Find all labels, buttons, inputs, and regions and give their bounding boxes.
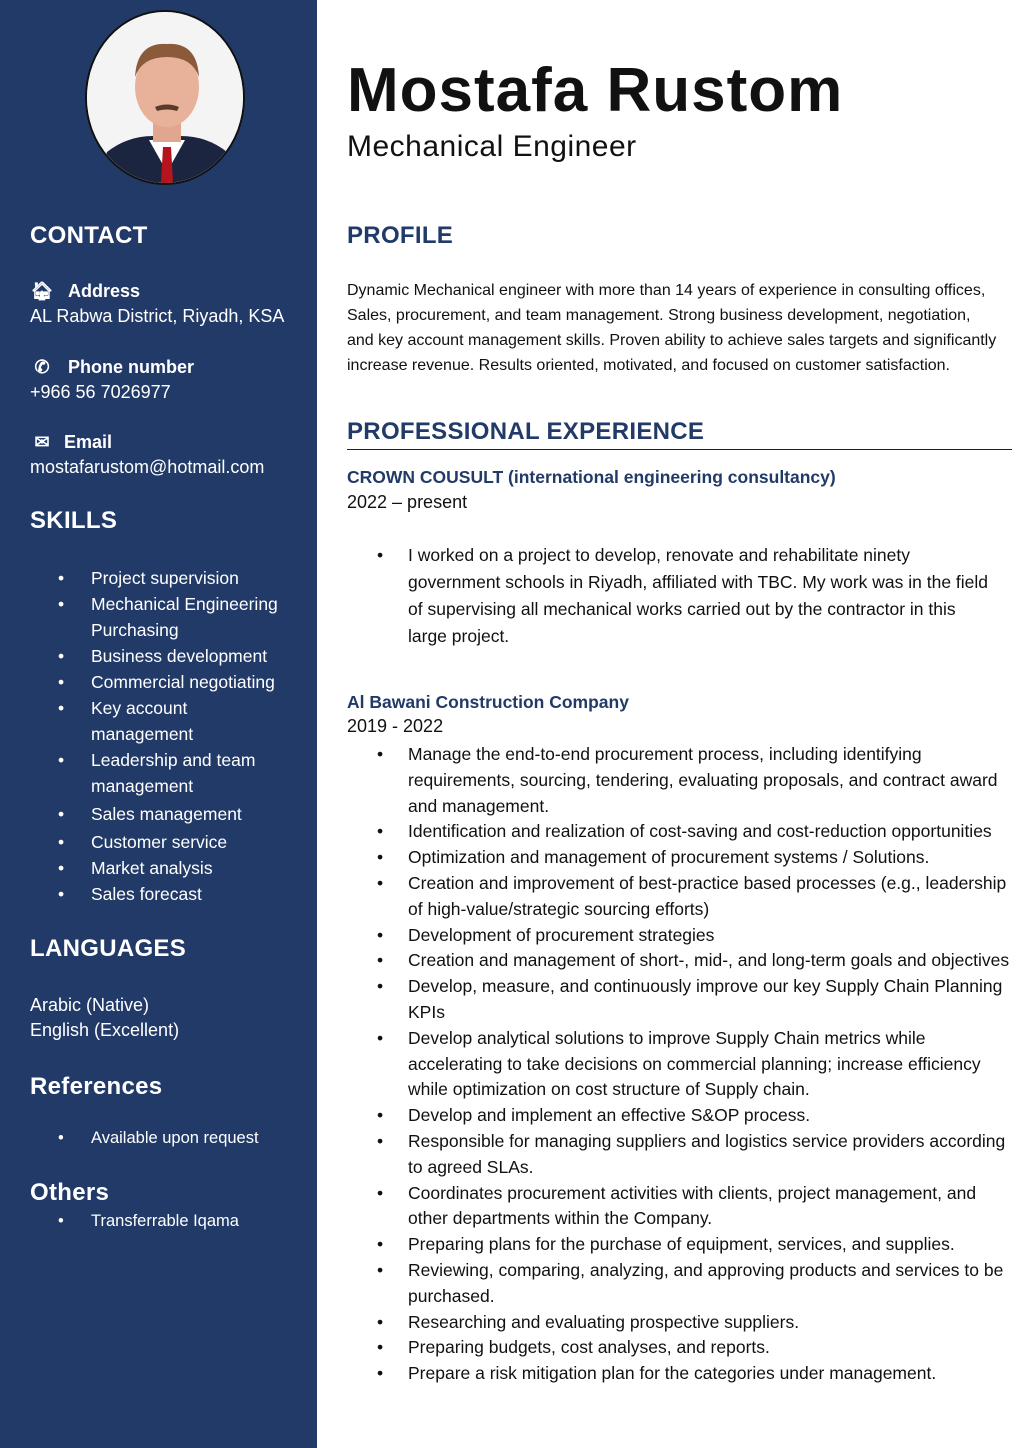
reference-item: • Available upon request <box>56 1125 311 1151</box>
skill-item: • Commercial negotiating <box>56 669 311 695</box>
references-heading: References <box>30 1073 163 1100</box>
languages-list <box>30 993 179 1043</box>
job-company: CROWN COUSULT (international engineering consultancy) <box>347 467 836 487</box>
job-bullet: • Develop, measure, and continuously improve our key Supply Chain Planning KPIs <box>347 974 1012 1026</box>
contact-address <box>30 279 284 329</box>
job-bullet: • Creation and management of short-, mid-, and long-term goals and objectives <box>347 948 1012 974</box>
skill-item: • Customer service <box>56 829 311 855</box>
job-bullet: • Researching and evaluating prospective suppliers. <box>347 1310 1012 1336</box>
profile-heading: PROFILE <box>347 222 454 249</box>
job-bullets <box>347 542 1012 650</box>
experience-heading: PROFESSIONAL EXPERIENCE <box>347 418 705 445</box>
job-bullet: • Development of procurement strategies <box>347 923 1012 949</box>
job-bullet: • Prepare a risk mitigation plan for the categories under management. <box>347 1361 1012 1387</box>
job-bullet: • Optimization and management of procurement systems / Solutions. <box>347 845 1012 871</box>
job-bullet: • Develop analytical solutions to improve Supply Chain metrics while accelerating to take decisions on commercial planning; increase efficiency while optimization on cost structure of Supply chain. <box>347 1026 1012 1103</box>
skills-list <box>56 565 311 907</box>
job-title: Mechanical Engineer <box>347 130 637 163</box>
job-dates: 2022 – present <box>347 492 468 512</box>
profile-photo <box>85 10 245 185</box>
sidebar <box>0 0 317 1448</box>
phone-value: +966 56 7026977 <box>30 382 171 402</box>
job-bullet: • Identification and realization of cost-saving and cost-reduction opportunities <box>347 819 1012 845</box>
job-bullet: • Manage the end-to-end procurement process, including identifying requirements, sourcing, tendering, evaluating proposals, and contract award and management. <box>347 742 1012 819</box>
job-bullet: • Develop and implement an effective S&OP process. <box>347 1103 1012 1129</box>
skill-item: • Project supervision <box>56 565 311 591</box>
others-item: • Transferrable Iqama <box>56 1208 311 1234</box>
email-value[interactable]: mostafarustom@hotmail.com <box>30 457 265 477</box>
home-icon: 🏠︎ <box>30 281 54 301</box>
skill-item: • Leadership and team management <box>56 747 286 799</box>
job-dates: 2019 - 2022 <box>347 716 444 736</box>
address-label: Address <box>68 281 141 301</box>
contact-heading: CONTACT <box>30 222 148 249</box>
job-bullet: • Responsible for managing suppliers and logistics service providers according to agreed SLAs. <box>347 1129 1012 1181</box>
language-item: Arabic (Native) <box>30 995 150 1015</box>
job-company: Al Bawani Construction Company <box>347 692 629 712</box>
experience-divider <box>347 449 1012 450</box>
job-bullet: • Preparing budgets, cost analyses, and reports. <box>347 1335 1012 1361</box>
job-bullet: • I worked on a project to develop, renovate and rehabilitate ninety government schools in Riyadh, affiliated with TBC. My work was in the field of supervising all mechanical works carried out by the contractor in this large project. <box>347 542 997 650</box>
others-heading: Others <box>30 1179 110 1206</box>
job-bullets <box>347 742 1012 1387</box>
candidate-name: Mostafa Rustom <box>347 56 844 125</box>
skill-item: • Sales forecast <box>56 881 311 907</box>
skill-item: • Key account management <box>56 695 256 747</box>
job-bullet: • Creation and improvement of best-practice based processes (e.g., leadership of high-value/strategic sourcing efforts) <box>347 871 1012 923</box>
language-item: English (Excellent) <box>30 1020 180 1040</box>
job-bullet: • Coordinates procurement activities with clients, project management, and other departments within the Company. <box>347 1181 1012 1233</box>
phone-label: Phone number <box>68 357 195 377</box>
references-list <box>56 1125 311 1151</box>
job-bullet: • Reviewing, comparing, analyzing, and approving products and services to be purchased. <box>347 1258 1012 1310</box>
profile-text: Dynamic Mechanical engineer with more than 14 years of experience in consulting offices, Sales, procurement, and team management. Strong business development, negotiation, and key account management skills. Proven ability to achieve sales targets and significantly increase revenue. Results oriented, motivated, and focused on customer satisfaction. <box>347 282 997 374</box>
skill-item: • Mechanical Engineering Purchasing <box>56 591 311 643</box>
skill-item: • Sales management <box>56 801 311 827</box>
skill-item: • Market analysis <box>56 855 311 881</box>
phone-icon: ✆ <box>34 357 50 377</box>
skill-item: • Business development <box>56 643 311 669</box>
others-list <box>56 1208 311 1234</box>
skills-heading: SKILLS <box>30 507 118 534</box>
job-bullet: • Preparing plans for the purchase of equipment, services, and supplies. <box>347 1232 1012 1258</box>
languages-heading: LANGUAGES <box>30 935 187 962</box>
contact-email <box>30 430 264 480</box>
email-label: Email <box>64 432 113 452</box>
contact-phone <box>30 355 194 405</box>
address-value: AL Rabwa District, Riyadh, KSA <box>30 306 285 326</box>
email-icon: ✉ <box>34 432 50 452</box>
